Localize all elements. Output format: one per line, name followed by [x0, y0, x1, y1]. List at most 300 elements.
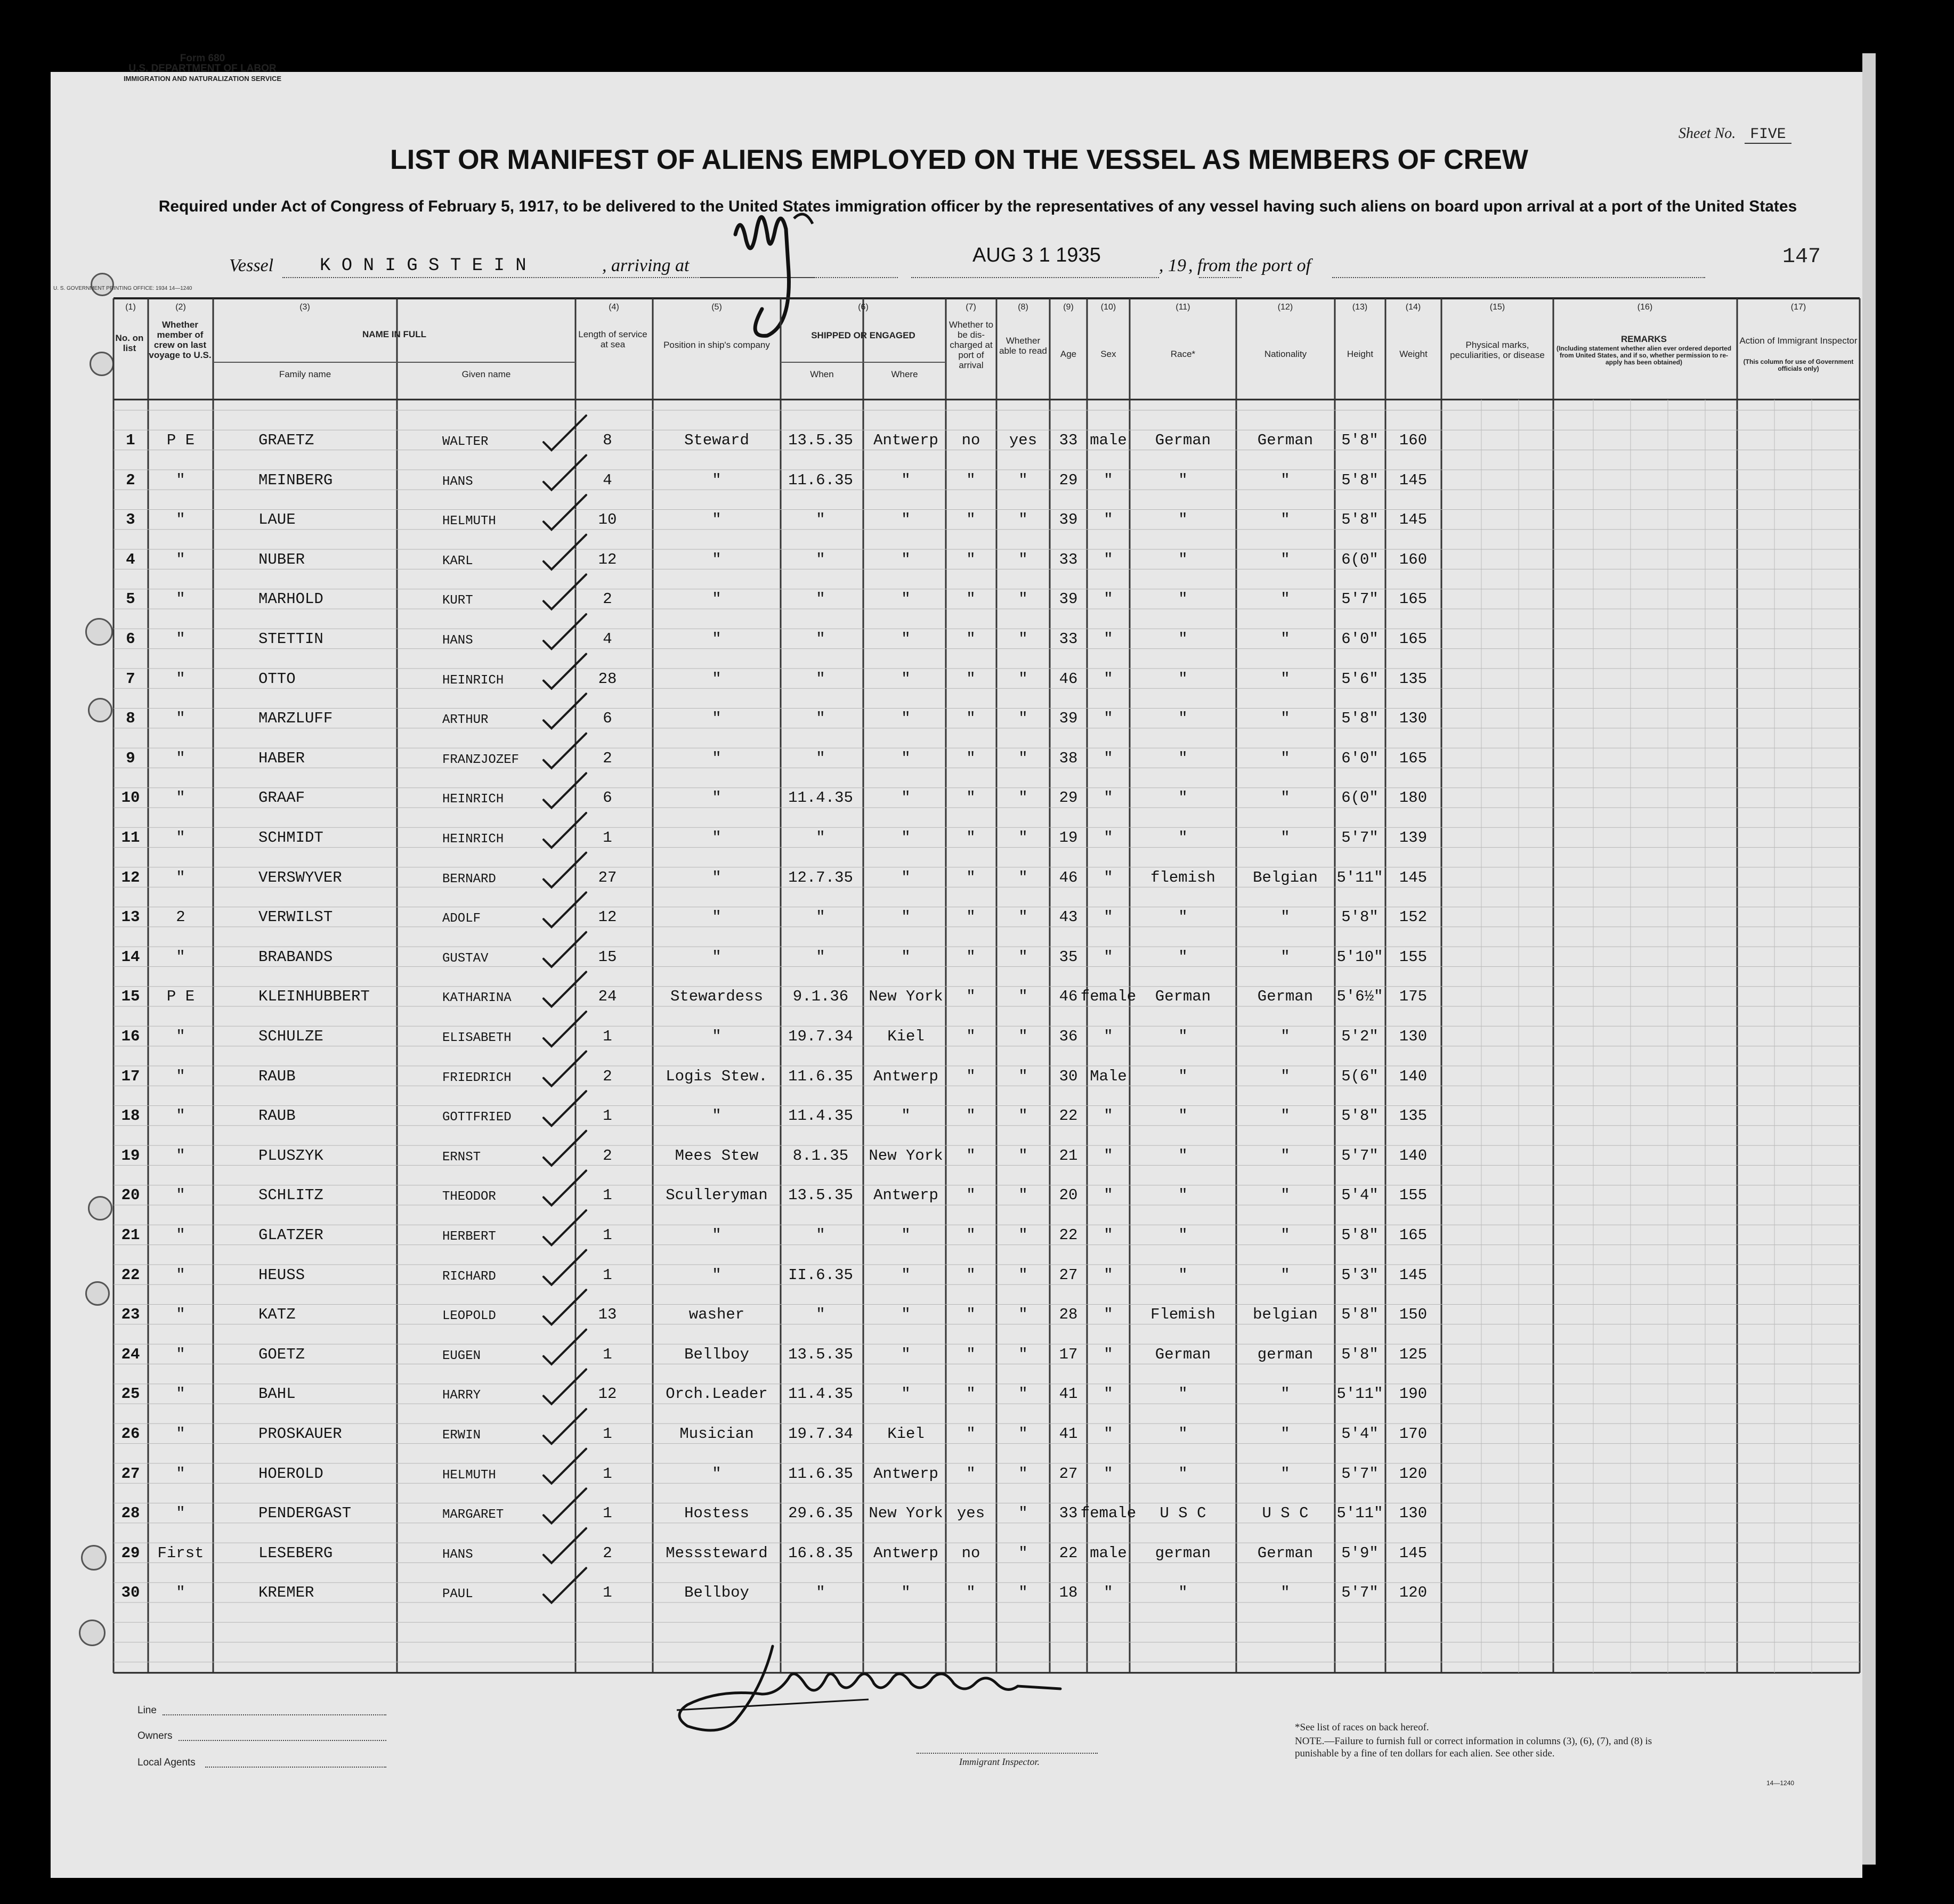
when-cell: 11.6.35	[788, 1464, 853, 1483]
member-cell: P E	[166, 988, 195, 1006]
race-cell: "	[1178, 1028, 1188, 1045]
member-cell: "	[176, 670, 185, 688]
sex-cell: "	[1104, 948, 1113, 966]
header-remarks: REMARKS	[1621, 334, 1667, 344]
column-number: (12)	[1277, 303, 1293, 312]
age-cell: 41	[1059, 1425, 1078, 1443]
nationality-cell: "	[1280, 908, 1290, 926]
race-cell: "	[1178, 1266, 1188, 1284]
given-name-cell: BERNARD	[442, 872, 496, 886]
member-cell: "	[176, 1107, 185, 1125]
check-mark	[544, 773, 586, 808]
row-number: 30	[121, 1584, 140, 1602]
nationality-cell: German	[1257, 988, 1314, 1006]
row-number: 11	[121, 829, 140, 847]
nationality-cell: "	[1280, 829, 1290, 847]
header-member-last-voyage: Whether member of crew on last voyage to U.S.	[149, 320, 212, 360]
discharged-cell: no	[961, 1544, 980, 1562]
weight-cell: 150	[1399, 1306, 1428, 1324]
member-cell: "	[176, 1584, 185, 1602]
given-name-cell: ELISABETH	[442, 1031, 512, 1045]
when-cell: "	[816, 749, 825, 767]
check-mark	[544, 654, 586, 689]
date-stamp: AUG 3 1 1935	[972, 244, 1101, 266]
member-cell: "	[176, 829, 185, 847]
when-cell: "	[816, 829, 825, 847]
family-name-cell: PROSKAUER	[258, 1425, 342, 1443]
race-cell: "	[1178, 948, 1188, 966]
position-cell: Stewardess	[670, 988, 764, 1006]
read-cell: "	[1018, 829, 1028, 847]
discharged-cell: "	[966, 630, 976, 648]
sex-cell: "	[1104, 1107, 1113, 1125]
member-cell: "	[176, 511, 185, 529]
read-cell: "	[1018, 1186, 1028, 1205]
position-cell: washer	[688, 1306, 745, 1324]
member-cell: First	[157, 1544, 204, 1562]
length-cell: 12	[598, 908, 617, 926]
length-cell: 1	[603, 1584, 612, 1602]
age-cell: 29	[1059, 471, 1078, 489]
nationality-cell: "	[1280, 789, 1290, 807]
where-cell: "	[901, 789, 911, 807]
sheet-value: FIVE	[1745, 126, 1791, 144]
given-name-cell: HEINRICH	[442, 832, 504, 847]
sex-cell: "	[1104, 1464, 1113, 1483]
given-name-cell: MARGARET	[442, 1508, 504, 1523]
nationality-cell: "	[1280, 1266, 1290, 1284]
height-cell: 5'8"	[1341, 710, 1379, 728]
age-cell: 22	[1059, 1226, 1078, 1244]
given-name-cell: HEINRICH	[442, 792, 504, 807]
given-name-cell: EUGEN	[442, 1348, 481, 1363]
year-label: , 19	[1159, 256, 1186, 275]
check-mark	[544, 892, 586, 927]
column-number: (3)	[299, 303, 310, 312]
given-name-cell: LEOPOLD	[442, 1309, 496, 1324]
race-cell: "	[1178, 630, 1188, 648]
given-name-cell: FRANZJOZEF	[442, 752, 520, 767]
race-cell: "	[1178, 1584, 1188, 1602]
nationality-cell: "	[1280, 1067, 1290, 1085]
read-cell: "	[1018, 630, 1028, 648]
length-cell: 28	[598, 670, 617, 688]
sex-cell: "	[1104, 908, 1113, 926]
header-height: Height	[1347, 349, 1374, 359]
member-cell: "	[176, 1266, 185, 1284]
check-mark	[544, 1091, 586, 1126]
discharged-cell: "	[966, 670, 976, 688]
race-cell: "	[1178, 1067, 1188, 1085]
row-number: 27	[121, 1464, 140, 1483]
weight-cell: 170	[1399, 1425, 1428, 1443]
family-name-cell: RAUB	[258, 1067, 296, 1085]
header-length-service: Length of service at sea	[578, 329, 647, 349]
when-cell: 13.5.35	[788, 1345, 853, 1363]
read-cell: "	[1018, 1584, 1028, 1602]
read-cell: "	[1018, 908, 1028, 926]
given-name-cell: HEINRICH	[442, 673, 504, 688]
length-cell: 1	[603, 1266, 612, 1284]
check-mark	[544, 495, 586, 530]
weight-cell: 165	[1399, 630, 1428, 648]
sex-cell: male	[1090, 1544, 1127, 1562]
age-cell: 39	[1059, 511, 1078, 529]
row-number: 12	[121, 868, 140, 886]
read-cell: "	[1018, 1504, 1028, 1523]
when-cell: 11.4.35	[788, 789, 853, 807]
read-cell: "	[1018, 550, 1028, 568]
sex-cell: "	[1104, 1226, 1113, 1244]
header-race: Race*	[1170, 349, 1196, 359]
member-cell: "	[176, 1504, 185, 1523]
check-mark	[544, 853, 586, 888]
sex-cell: "	[1104, 1385, 1113, 1403]
race-cell: "	[1178, 590, 1188, 608]
member-cell: "	[176, 710, 185, 728]
read-cell: "	[1018, 1464, 1028, 1483]
page-number: 147	[1782, 245, 1821, 269]
family-name-cell: STETTIN	[258, 630, 323, 648]
height-cell: 5'11"	[1336, 1504, 1383, 1523]
where-cell: "	[901, 1107, 911, 1125]
check-mark	[544, 1052, 586, 1086]
inspector-label: Immigrant Inspector.	[959, 1756, 1040, 1767]
member-cell: "	[176, 630, 185, 648]
length-cell: 27	[598, 868, 617, 886]
read-cell: "	[1018, 948, 1028, 966]
height-cell: 5'10"	[1336, 948, 1383, 966]
read-cell: "	[1018, 511, 1028, 529]
weight-cell: 165	[1399, 1226, 1428, 1244]
check-mark	[544, 1210, 586, 1245]
read-cell: "	[1018, 1067, 1028, 1085]
member-cell: "	[176, 1067, 185, 1085]
age-cell: 21	[1059, 1146, 1078, 1165]
weight-cell: 139	[1399, 829, 1428, 847]
sex-cell: female	[1080, 1504, 1137, 1523]
race-cell: "	[1178, 789, 1188, 807]
when-cell: "	[816, 590, 825, 608]
discharged-cell: "	[966, 1028, 976, 1045]
given-name-cell: HERBERT	[442, 1230, 496, 1244]
member-cell: P E	[166, 432, 195, 449]
sex-cell: "	[1104, 590, 1113, 608]
read-cell: "	[1018, 670, 1028, 688]
family-name-cell: GOETZ	[258, 1345, 305, 1363]
column-number: (4)	[609, 303, 619, 312]
member-cell: "	[176, 1028, 185, 1045]
column-number: (17)	[1790, 303, 1806, 312]
column-number: (9)	[1063, 303, 1074, 312]
where-cell: "	[901, 1385, 911, 1403]
position-cell: "	[712, 829, 721, 847]
length-cell: 1	[603, 1425, 612, 1443]
age-cell: 43	[1059, 908, 1078, 926]
where-cell: New York	[869, 1146, 943, 1165]
read-cell: "	[1018, 1345, 1028, 1363]
member-cell: "	[176, 590, 185, 608]
position-cell: "	[712, 590, 721, 608]
race-cell: German	[1155, 1345, 1211, 1363]
age-cell: 46	[1059, 988, 1078, 1006]
age-cell: 22	[1059, 1107, 1078, 1125]
position-cell: Orch.Leader	[666, 1385, 768, 1403]
discharged-cell: "	[966, 789, 976, 807]
age-cell: 39	[1059, 590, 1078, 608]
sex-cell: "	[1104, 749, 1113, 767]
where-cell: "	[901, 1266, 911, 1284]
length-cell: 2	[603, 590, 612, 608]
length-cell: 15	[598, 948, 617, 966]
where-cell: Antwerp	[873, 1464, 938, 1483]
sex-cell: "	[1104, 829, 1113, 847]
race-cell: "	[1178, 471, 1188, 489]
sheet-label: Sheet No.	[1679, 125, 1736, 142]
length-cell: 2	[603, 1067, 612, 1085]
row-number: 10	[121, 789, 140, 807]
position-cell: "	[712, 630, 721, 648]
where-cell: Kiel	[887, 1028, 925, 1045]
sex-cell: Male	[1090, 1067, 1127, 1085]
length-cell: 1	[603, 1226, 612, 1244]
race-cell: "	[1178, 1146, 1188, 1165]
length-cell: 8	[603, 432, 612, 449]
family-name-cell: HABER	[258, 749, 305, 767]
row-number: 15	[121, 988, 140, 1006]
member-cell: "	[176, 471, 185, 489]
age-cell: 30	[1059, 1067, 1078, 1085]
read-cell: "	[1018, 1266, 1028, 1284]
height-cell: 5'4"	[1341, 1425, 1379, 1443]
nationality-cell: "	[1280, 1107, 1290, 1125]
when-cell: 13.5.35	[788, 1186, 853, 1205]
check-mark	[544, 535, 586, 569]
read-cell: "	[1018, 1544, 1028, 1562]
age-cell: 41	[1059, 1385, 1078, 1403]
page-title: LIST OR MANIFEST OF ALIENS EMPLOYED ON THE VESSEL AS MEMBERS OF CREW	[390, 144, 1528, 175]
member-cell: 2	[176, 908, 185, 926]
when-cell: 11.4.35	[788, 1385, 853, 1403]
nationality-cell: "	[1280, 1186, 1290, 1205]
race-cell: "	[1178, 1186, 1188, 1205]
where-cell: "	[901, 1584, 911, 1602]
row-number: 9	[126, 749, 135, 767]
where-cell: Antwerp	[873, 1544, 938, 1562]
race-cell: "	[1178, 710, 1188, 728]
discharged-cell: "	[966, 1385, 976, 1403]
header-physical-marks: Physical marks, peculiarities, or disease	[1450, 340, 1545, 360]
height-cell: 5'7"	[1341, 1464, 1379, 1483]
where-cell: Antwerp	[873, 432, 938, 449]
header-family-name: Family name	[279, 369, 331, 379]
race-cell: "	[1178, 908, 1188, 926]
age-cell: 38	[1059, 749, 1078, 767]
when-cell: 19.7.34	[788, 1028, 853, 1045]
age-cell: 46	[1059, 670, 1078, 688]
discharged-cell: "	[966, 1067, 976, 1085]
sex-cell: "	[1104, 710, 1113, 728]
sex-cell: "	[1104, 1425, 1113, 1443]
discharged-cell: "	[966, 590, 976, 608]
row-number: 28	[121, 1504, 140, 1523]
length-cell: 24	[598, 988, 617, 1006]
nationality-cell: "	[1280, 511, 1290, 529]
length-cell: 1	[603, 1464, 612, 1483]
length-cell: 1	[603, 1345, 612, 1363]
read-cell: "	[1018, 789, 1028, 807]
sex-cell: "	[1104, 1186, 1113, 1205]
column-number: (10)	[1100, 303, 1116, 312]
given-name-cell: HANS	[442, 474, 473, 489]
header-given-name: Given name	[461, 369, 511, 379]
column-number: (7)	[966, 303, 976, 312]
read-cell: "	[1018, 1385, 1028, 1403]
member-cell: "	[176, 868, 185, 886]
when-cell: 12.7.35	[788, 868, 853, 886]
department-name: U.S. DEPARTMENT OF LABOR	[128, 63, 277, 74]
when-cell: 29.6.35	[788, 1504, 853, 1523]
check-mark	[544, 1170, 586, 1205]
weight-cell: 125	[1399, 1345, 1428, 1363]
height-cell: 5'7"	[1341, 1584, 1379, 1602]
column-number: (2)	[175, 303, 186, 312]
family-name-cell: LESEBERG	[258, 1544, 333, 1562]
length-cell: 4	[603, 630, 612, 648]
length-cell: 2	[603, 1544, 612, 1562]
column-number: (1)	[125, 303, 136, 312]
page-subtitle: Required under Act of Congress of February 5, 1917, to be delivered to the United States immigration officer by the representatives of any vessel having such aliens on board upon arrival at a port of the United States	[158, 198, 1797, 215]
length-cell: 6	[603, 789, 612, 807]
race-cell: Flemish	[1150, 1306, 1215, 1324]
race-cell: german	[1155, 1544, 1211, 1562]
row-number: 16	[121, 1028, 140, 1045]
when-cell: "	[816, 1226, 825, 1244]
nationality-cell: Belgian	[1253, 868, 1318, 886]
weight-cell: 145	[1399, 511, 1428, 529]
when-cell: 11.6.35	[788, 1067, 853, 1085]
where-cell: "	[901, 590, 911, 608]
header-nationality: Nationality	[1264, 349, 1307, 359]
position-cell: "	[712, 1226, 721, 1244]
height-cell: 5'9"	[1341, 1544, 1379, 1562]
age-cell: 22	[1059, 1544, 1078, 1562]
age-cell: 39	[1059, 710, 1078, 728]
position-cell: "	[712, 789, 721, 807]
discharged-cell: "	[966, 511, 976, 529]
given-name-cell: HANS	[442, 1547, 473, 1562]
race-cell: German	[1155, 988, 1211, 1006]
discharged-cell: "	[966, 550, 976, 568]
discharged-cell: no	[961, 432, 980, 449]
member-cell: "	[176, 1146, 185, 1165]
check-mark	[544, 1488, 586, 1523]
local-agents-label: Local Agents	[137, 1757, 196, 1768]
given-name-cell: ERNST	[442, 1150, 481, 1165]
position-cell: "	[712, 749, 721, 767]
header-position: Position in ship's company	[663, 340, 770, 350]
length-cell: 13	[598, 1306, 617, 1324]
family-name-cell: MARHOLD	[258, 590, 323, 608]
age-cell: 19	[1059, 829, 1078, 847]
header-remarks-sub: (Including statement whether alien ever ordered deported from United States, and if so, whether permission to re-apply has been obtained)	[1556, 345, 1732, 366]
check-mark	[544, 1409, 586, 1444]
check-mark	[544, 1369, 586, 1404]
height-cell: 5'11"	[1336, 868, 1383, 886]
column-number: (14)	[1405, 303, 1421, 312]
member-cell: "	[176, 1464, 185, 1483]
check-mark	[544, 1250, 586, 1285]
header-no-on-list: No. on list	[115, 333, 144, 353]
length-cell: 10	[598, 511, 617, 529]
length-cell: 6	[603, 710, 612, 728]
weight-cell: 165	[1399, 590, 1428, 608]
height-cell: 5'8"	[1341, 1107, 1379, 1125]
nationality-cell: "	[1280, 1425, 1290, 1443]
where-cell: Antwerp	[873, 1186, 938, 1205]
weight-cell: 130	[1399, 1028, 1428, 1045]
sex-cell: male	[1090, 432, 1127, 449]
discharged-cell: "	[966, 1186, 976, 1205]
height-cell: 5'8"	[1341, 908, 1379, 926]
row-number: 2	[126, 471, 135, 489]
row-number: 22	[121, 1266, 140, 1284]
race-cell: "	[1178, 1226, 1188, 1244]
race-cell: "	[1178, 511, 1188, 529]
header-age: Age	[1060, 349, 1077, 359]
check-mark	[544, 1449, 586, 1484]
read-cell: yes	[1009, 432, 1037, 449]
given-name-cell: HELMUTH	[442, 514, 496, 529]
form-number: Form 680	[180, 53, 225, 64]
weight-cell: 152	[1399, 908, 1428, 926]
discharged-cell: "	[966, 1345, 976, 1363]
sex-cell: "	[1104, 1584, 1113, 1602]
read-cell: "	[1018, 749, 1028, 767]
when-cell: "	[816, 511, 825, 529]
weight-cell: 130	[1399, 710, 1428, 728]
height-cell: 5'8"	[1341, 432, 1379, 449]
given-name-cell: ARTHUR	[442, 713, 489, 728]
nationality-cell: belgian	[1253, 1306, 1318, 1324]
position-cell: "	[712, 1107, 721, 1125]
nationality-cell: "	[1280, 1028, 1290, 1045]
discharged-cell: "	[966, 908, 976, 926]
discharged-cell: "	[966, 1226, 976, 1244]
check-mark	[544, 1131, 586, 1166]
race-cell: "	[1178, 1385, 1188, 1403]
column-number: (15)	[1489, 303, 1505, 312]
age-cell: 27	[1059, 1464, 1078, 1483]
when-cell: 8.1.35	[792, 1146, 849, 1165]
header-action: Action of Immigrant Inspector	[1739, 336, 1858, 346]
check-mark	[544, 1012, 586, 1046]
form-code: 14—1240	[1766, 1779, 1795, 1787]
member-cell: "	[176, 550, 185, 568]
row-number: 3	[126, 511, 135, 529]
height-cell: 5'3"	[1341, 1266, 1379, 1284]
length-cell: 12	[598, 550, 617, 568]
check-mark	[544, 416, 586, 450]
discharged-cell: "	[966, 1266, 976, 1284]
height-cell: 5'6½"	[1336, 988, 1383, 1006]
row-number: 7	[126, 670, 135, 688]
when-cell: 9.1.36	[792, 988, 849, 1006]
read-cell: "	[1018, 590, 1028, 608]
family-name-cell: BAHL	[258, 1385, 296, 1403]
height-cell: 5'8"	[1341, 1306, 1379, 1324]
height-cell: 5'8"	[1341, 511, 1379, 529]
